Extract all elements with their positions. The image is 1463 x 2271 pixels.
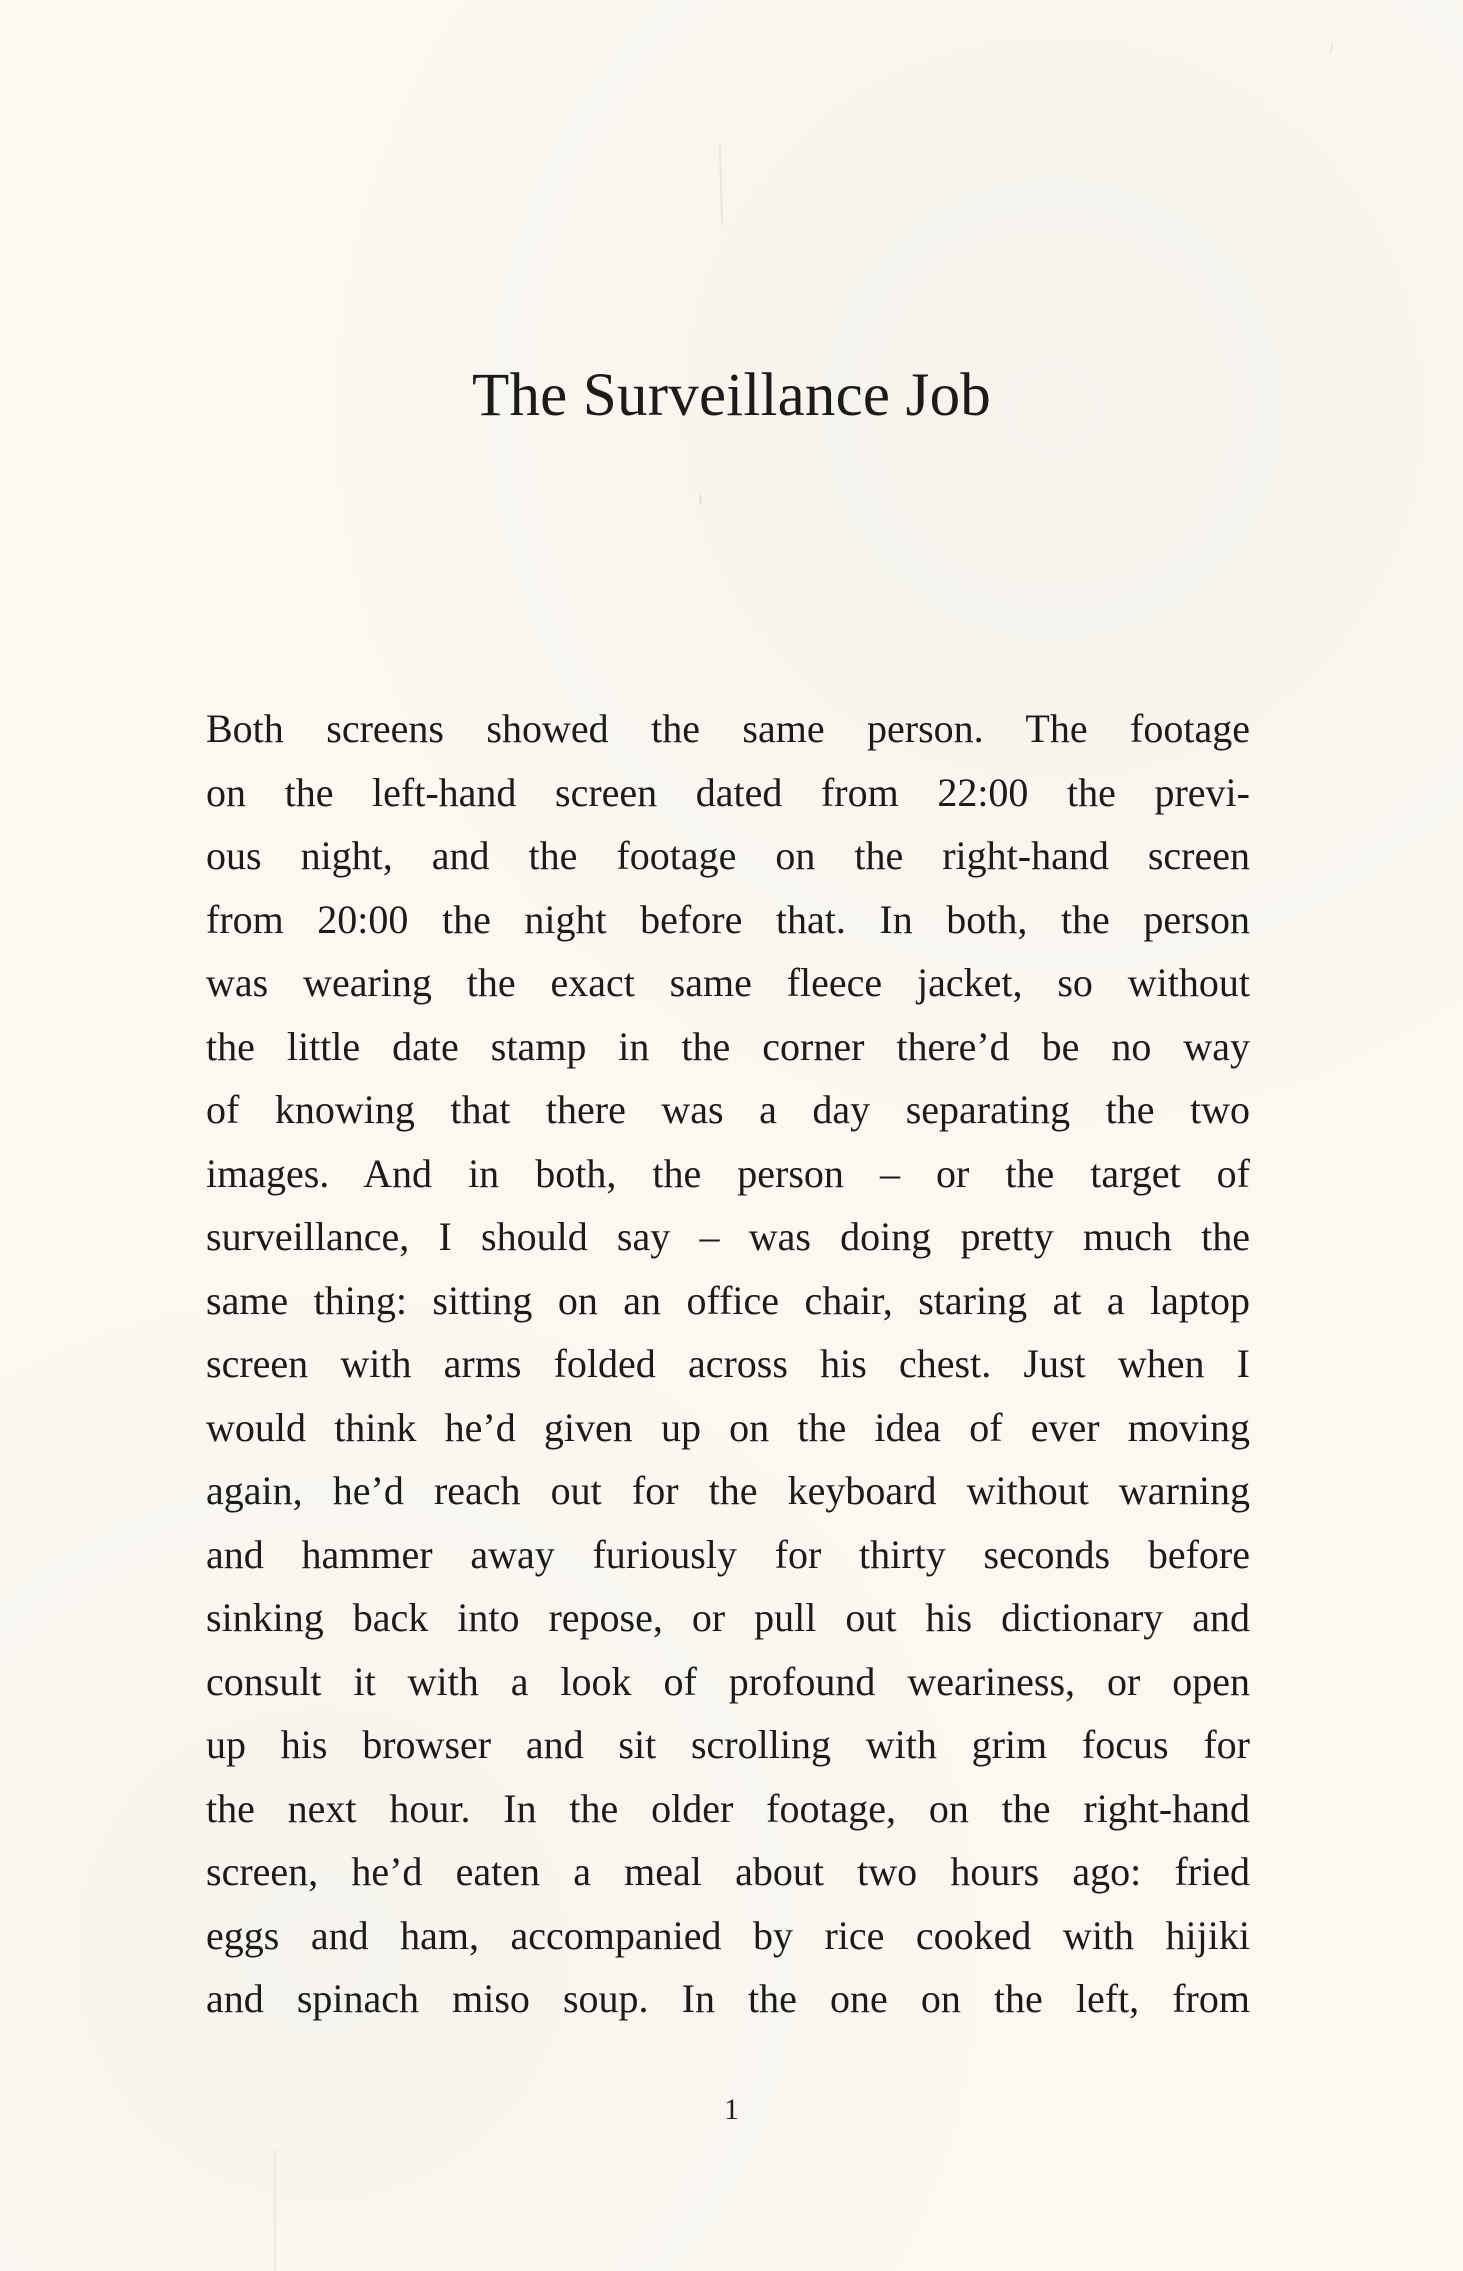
body-line: Both screens showed the same person. The footage bbox=[206, 706, 1250, 751]
body-line: sinking back into repose, or pull out his dictionary and bbox=[206, 1595, 1250, 1640]
body-line: would think he’d given up on the idea of ever moving bbox=[206, 1404, 1250, 1450]
body-line: same thing: sitting on an office chair, staring at a laptop bbox=[206, 1277, 1250, 1323]
chapter-title: The Surveillance Job bbox=[472, 362, 991, 429]
body-line: images. And in both, the person – or the target of bbox=[206, 1150, 1250, 1196]
body-line: the little date stamp in the corner there’d be no way bbox=[206, 1023, 1250, 1069]
page-number: 1 bbox=[724, 2093, 739, 2126]
body-line: eggs and ham, accompanied by rice cooked with hijiki bbox=[206, 1912, 1250, 1958]
body-line: of knowing that there was a day separating the two bbox=[206, 1087, 1250, 1132]
body-line: again, he’d reach out for the keyboard without warning bbox=[206, 1468, 1250, 1513]
body-line: from 20:00 the night before that. In both, the person bbox=[206, 896, 1250, 942]
body-line: surveillance, I should say – was doing pretty much the bbox=[206, 1214, 1250, 1259]
body-line: the next hour. In the older footage, on the right-hand bbox=[206, 1785, 1250, 1831]
body-line: ous night, and the footage on the right-hand screen bbox=[206, 833, 1250, 878]
body-line: on the left-hand screen dated from 22:00 the previ- bbox=[206, 769, 1250, 815]
body-line: up his browser and sit scrolling with grim focus for bbox=[206, 1722, 1250, 1767]
body-line: was wearing the exact same fleece jacket, so without bbox=[206, 960, 1250, 1005]
body-line: screen, he’d eaten a meal about two hours ago: fried bbox=[206, 1849, 1250, 1894]
body-line: consult it with a look of profound weariness, or open bbox=[206, 1658, 1250, 1704]
body-line: and spinach miso soup. In the one on the left, from bbox=[206, 1976, 1250, 2021]
chapter-body bbox=[206, 697, 1250, 2031]
body-line: screen with arms folded across his chest. Just when I bbox=[206, 1341, 1250, 1386]
body-line: and hammer away furiously for thirty seconds before bbox=[206, 1531, 1250, 1577]
